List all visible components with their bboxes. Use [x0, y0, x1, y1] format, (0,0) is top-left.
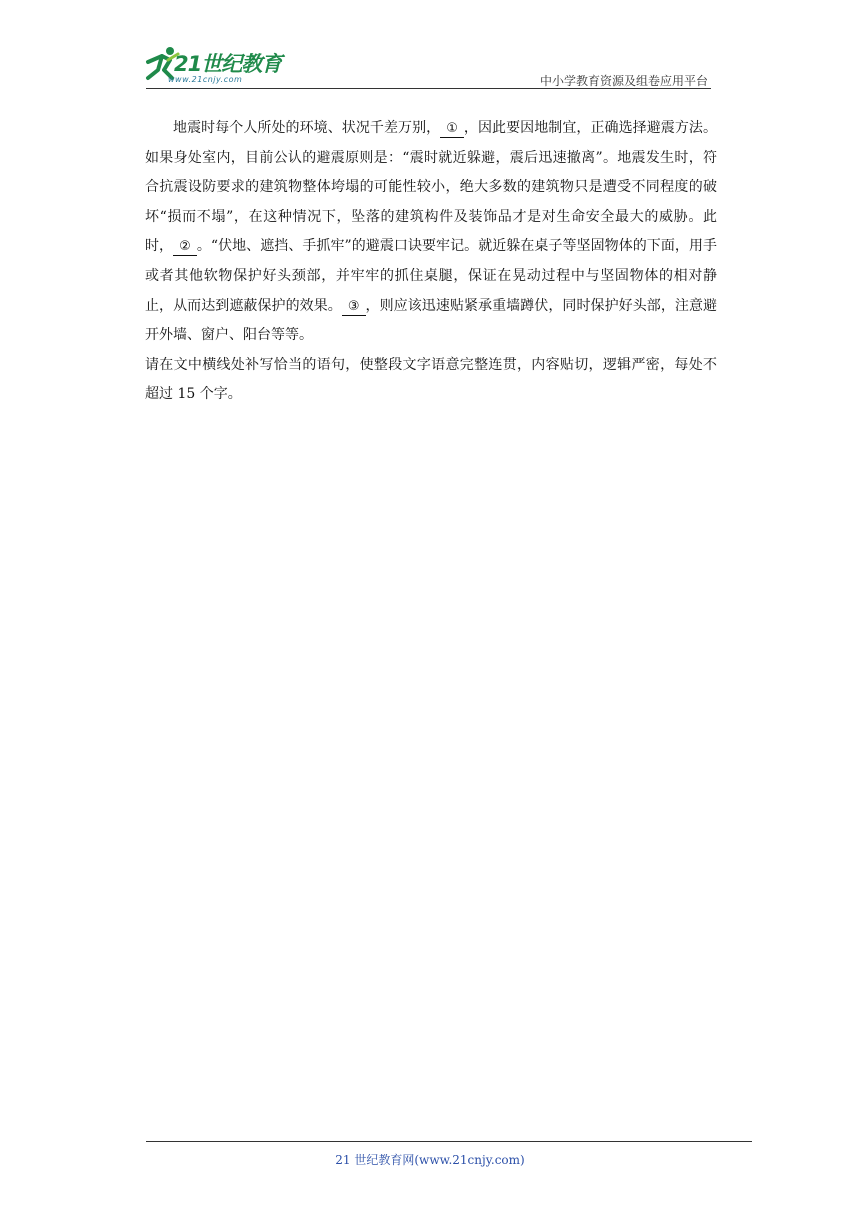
passage-paragraph: [145, 114, 717, 351]
blank-2: ②: [173, 239, 197, 256]
logo-wordmark: 21世纪教育: [174, 52, 282, 76]
passage-text-4: ，则应该迅速贴紧承重墙蹲伏，同时保护好头部，注意避开外墙、窗户、阳台等等。: [145, 297, 718, 344]
blank-3: ③: [342, 299, 366, 316]
logo-url: www.21cnjy.com: [168, 75, 243, 84]
passage-text-3: 。“伏地、遮挡、手抓牢”的避震口诀要牢记。就近躲在桌子等坚固物体的下面，用手或者其他软物保护好头颈部，并牢牢的抓住桌腿，保证在晃动过程中与坚固物体的相对静止，从而达到遮蔽保护的效果。: [145, 238, 718, 314]
header-divider: [146, 88, 711, 89]
footer-divider: [146, 1141, 752, 1142]
question-body: [145, 114, 717, 410]
question-instruction: 请在文中横线处补写恰当的语句，使整段文字语意完整连贯，内容贴切，逻辑严密，每处不超过 15 个字。: [145, 356, 717, 403]
passage-text-2: ，因此要因地制宜，正确选择避震方法。如果身处室内，目前公认的避震原则是：“震时就近躲避，震后迅速撤离”。地震发生时，符合抗震设防要求的建筑物整体垮塌的可能性较小，绝大多数的建筑物只是遭受不同程度的破坏“损而不塌”，在这种情况下，坠落的建筑构件及装饰品才是对生命安全最大的威胁。此时，: [145, 120, 717, 255]
site-logo[interactable]: [140, 44, 310, 90]
header-tagline: 中小学教育资源及组卷应用平台: [539, 74, 708, 88]
passage-text-1: 地震时每个人所处的环境、状况千差万别，: [173, 120, 441, 136]
blank-1: ①: [440, 121, 464, 138]
footer-link[interactable]: 21 世纪教育网(www.21cnjy.com): [335, 1153, 525, 1167]
page-header: [140, 44, 718, 90]
